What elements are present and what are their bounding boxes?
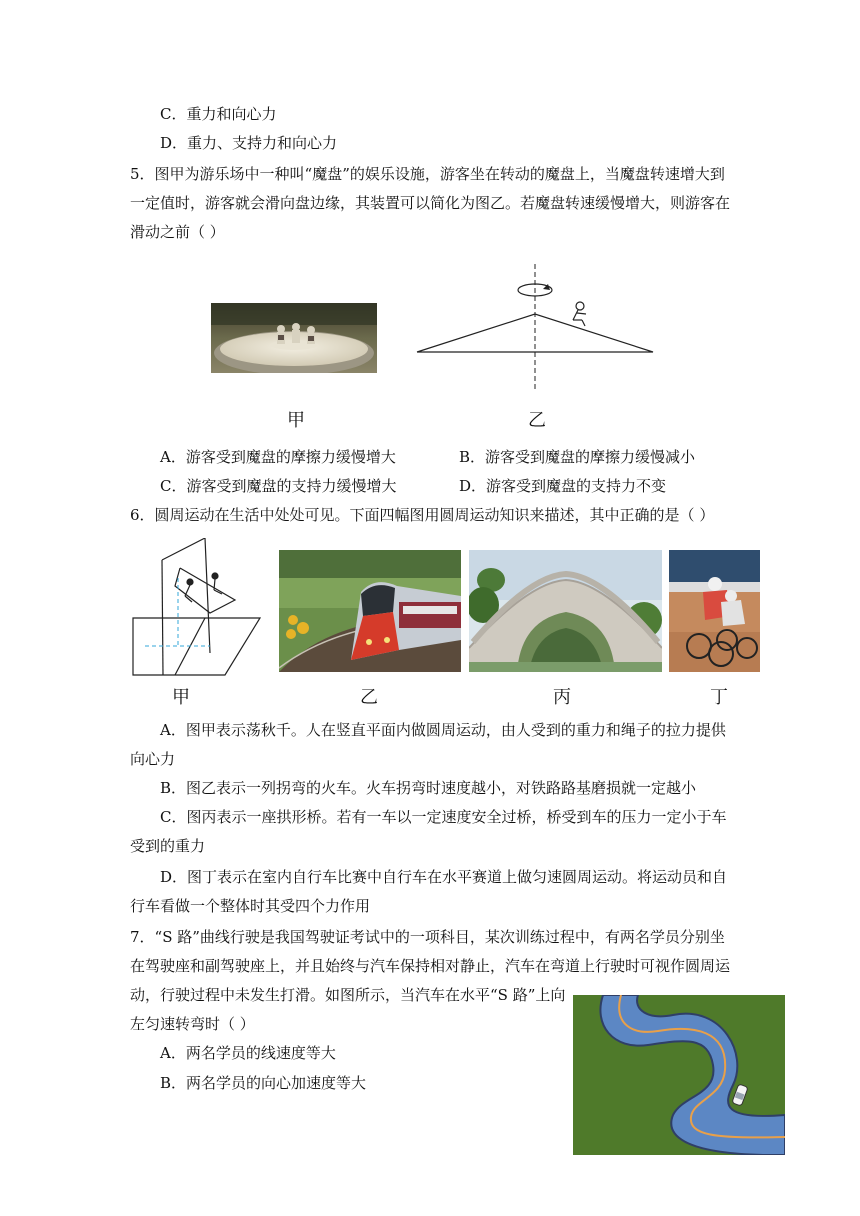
swing-diagram	[130, 538, 265, 683]
q5-stem-line2: 一定值时，游客就会滑向盘边缘，其装置可以简化为图乙。若魔盘转速缓慢增大，则游客在	[130, 194, 731, 212]
q6-option-b: B．图乙表示一列拐弯的火车。火车拐弯时速度越小，对铁路路基磨损就一定越小	[160, 779, 697, 797]
q5-stem-line3: 滑动之前（ ）	[130, 223, 225, 241]
q7-stem-line3: 动，行驶过程中未发生打滑。如图所示，当汽车在水平“S 路”上向	[130, 986, 566, 1004]
cycling-photo	[669, 550, 760, 672]
q5-fig-label-yi: 乙	[528, 410, 546, 431]
q6-option-c-line2: 受到的重力	[130, 837, 206, 855]
q6-fig-label-yi: 乙	[360, 687, 378, 708]
q5-stem-line1: 5．图甲为游乐场中一种叫“魔盘”的娱乐设施，游客坐在转动的魔盘上，当魔盘转速增大到	[130, 165, 725, 183]
q4-option-d: D．重力、支持力和向心力	[160, 134, 338, 152]
q5-option-d: D．游客受到魔盘的支持力不变	[459, 477, 667, 495]
q7-stem-line4: 左匀速转弯时（ ）	[130, 1015, 255, 1033]
s-road-diagram	[573, 995, 785, 1155]
q5-option-a: A．游客受到魔盘的摩擦力缓慢增大	[160, 448, 396, 466]
q7-stem-line2: 在驾驶座和副驾驶座上，并且始终与汽车保持相对静止，汽车在弯道上行驶时可视作圆周运	[130, 957, 731, 975]
q7-stem-line1: 7．“S 路”曲线行驶是我国驾驶证考试中的一项科目，某次训练过程中，有两名学员分别坐	[130, 928, 725, 946]
q5-option-b: B．游客受到魔盘的摩擦力缓慢减小	[459, 448, 696, 466]
q6-fig-label-jia: 甲	[172, 687, 190, 708]
q6-fig-label-ding: 丁	[710, 687, 728, 708]
q7-option-b: B．两名学员的向心加速度等大	[160, 1074, 367, 1092]
sitting-person-icon	[573, 302, 586, 326]
arch-bridge-photo	[469, 550, 662, 672]
train-photo	[279, 550, 461, 672]
q6-fig-label-bing: 丙	[553, 687, 571, 708]
q6-option-c-line1: C．图丙表示一座拱形桥。若有一车以一定速度安全过桥，桥受到车的压力一定小于车	[160, 808, 727, 826]
q6-stem: 6．圆周运动在生活中处处可见。下面四幅图用圆周运动知识来描述，其中正确的是（ ）	[130, 506, 715, 524]
q4-option-c: C．重力和向心力	[160, 105, 277, 123]
q6-option-a-line2: 向心力	[130, 750, 176, 768]
magic-disc-diagram	[410, 262, 660, 392]
q7-option-a: A．两名学员的线速度等大	[160, 1044, 336, 1062]
q6-option-d-line1: D．图丁表示在室内自行车比赛中自行车在水平赛道上做匀速圆周运动。将运动员和自	[160, 868, 728, 886]
q5-fig-label-jia: 甲	[287, 410, 305, 431]
q6-option-d-line2: 行车看做一个整体时其受四个力作用	[130, 897, 371, 915]
q5-option-c: C．游客受到魔盘的支持力缓慢增大	[160, 477, 397, 495]
q6-option-a-line1: A．图甲表示荡秋千。人在竖直平面内做圆周运动，由人受到的重力和绳子的拉力提供	[160, 721, 726, 739]
magic-disc-photo	[211, 303, 377, 373]
